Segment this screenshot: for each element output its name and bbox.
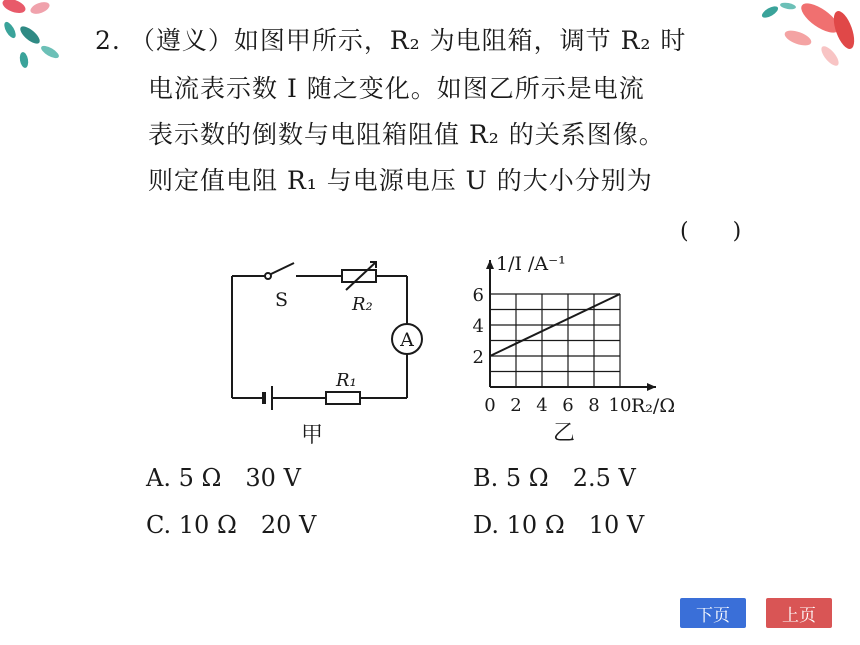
circuit-diagram <box>220 250 430 450</box>
option-text: 10 Ω 10 V <box>506 511 645 539</box>
resistor-r1 <box>326 392 360 404</box>
option-letter: D. <box>473 511 500 539</box>
circuit-caption: 甲 <box>300 423 324 448</box>
y-tick-label: 4 <box>472 316 484 337</box>
y-tick-label: 6 <box>472 285 484 306</box>
next-page-button[interactable]: 下页 <box>680 598 746 628</box>
chart-caption: 乙 <box>552 421 576 446</box>
x-tick-label: 2 <box>510 395 522 416</box>
x-tick-label: 4 <box>536 395 548 416</box>
x-axis-arrow <box>647 383 656 391</box>
option-text: 5 Ω 30 V <box>178 464 301 492</box>
y-axis-arrow <box>486 260 494 269</box>
x-tick-label: 10 <box>608 395 632 416</box>
question-text-line: 电流表示数 I 随之变化。如图乙所示是电流 <box>148 74 645 103</box>
answer-blank: ( ) <box>680 219 742 244</box>
option-letter: C. <box>146 511 172 539</box>
chart-reciprocal-current-vs-r2 <box>466 240 706 450</box>
switch-label: S <box>275 289 289 311</box>
question-source: （遵义） <box>129 26 234 55</box>
resistor-label: R₁ <box>336 370 357 391</box>
option-b[interactable] <box>473 458 636 493</box>
previous-page-button[interactable]: 上页 <box>766 598 832 628</box>
option-text: 10 Ω 20 V <box>178 511 317 539</box>
chart-y-ticks <box>473 285 484 368</box>
decoration-leaves-top-left <box>0 0 80 90</box>
rheostat-r2 <box>342 270 376 282</box>
rheostat-label: R₂ <box>352 294 373 315</box>
ammeter-label: A <box>400 329 414 351</box>
option-letter: A. <box>146 464 171 492</box>
chart-x-ticks <box>484 395 631 416</box>
chart-x-axis-label: R₂/Ω <box>631 395 676 417</box>
option-letter: B. <box>473 464 499 492</box>
question-text-line: 如图甲所示，R₂ 为电阻箱，调节 R₂ 时 <box>233 26 687 55</box>
switch-blade <box>271 263 294 274</box>
question-text-line: 则定值电阻 R₁ 与电源电压 U 的大小分别为 <box>148 166 653 195</box>
decoration-leaves-top-right <box>740 0 860 80</box>
chart-y-axis-label: 1/I /A⁻¹ <box>496 253 566 275</box>
option-d[interactable] <box>473 505 644 540</box>
chart-grid <box>490 294 620 387</box>
x-tick-label: 8 <box>588 395 600 416</box>
x-tick-label: 0 <box>484 395 496 416</box>
question-line-1 <box>95 28 686 53</box>
question-number: 2. <box>95 26 121 55</box>
y-tick-label: 2 <box>472 347 484 368</box>
option-a[interactable] <box>146 458 301 493</box>
question-text-line: 表示数的倒数与电阻箱阻值 R₂ 的关系图像。 <box>148 120 665 149</box>
x-tick-label: 6 <box>562 395 574 416</box>
option-c[interactable] <box>146 505 316 540</box>
option-text: 5 Ω 2.5 V <box>505 464 636 492</box>
